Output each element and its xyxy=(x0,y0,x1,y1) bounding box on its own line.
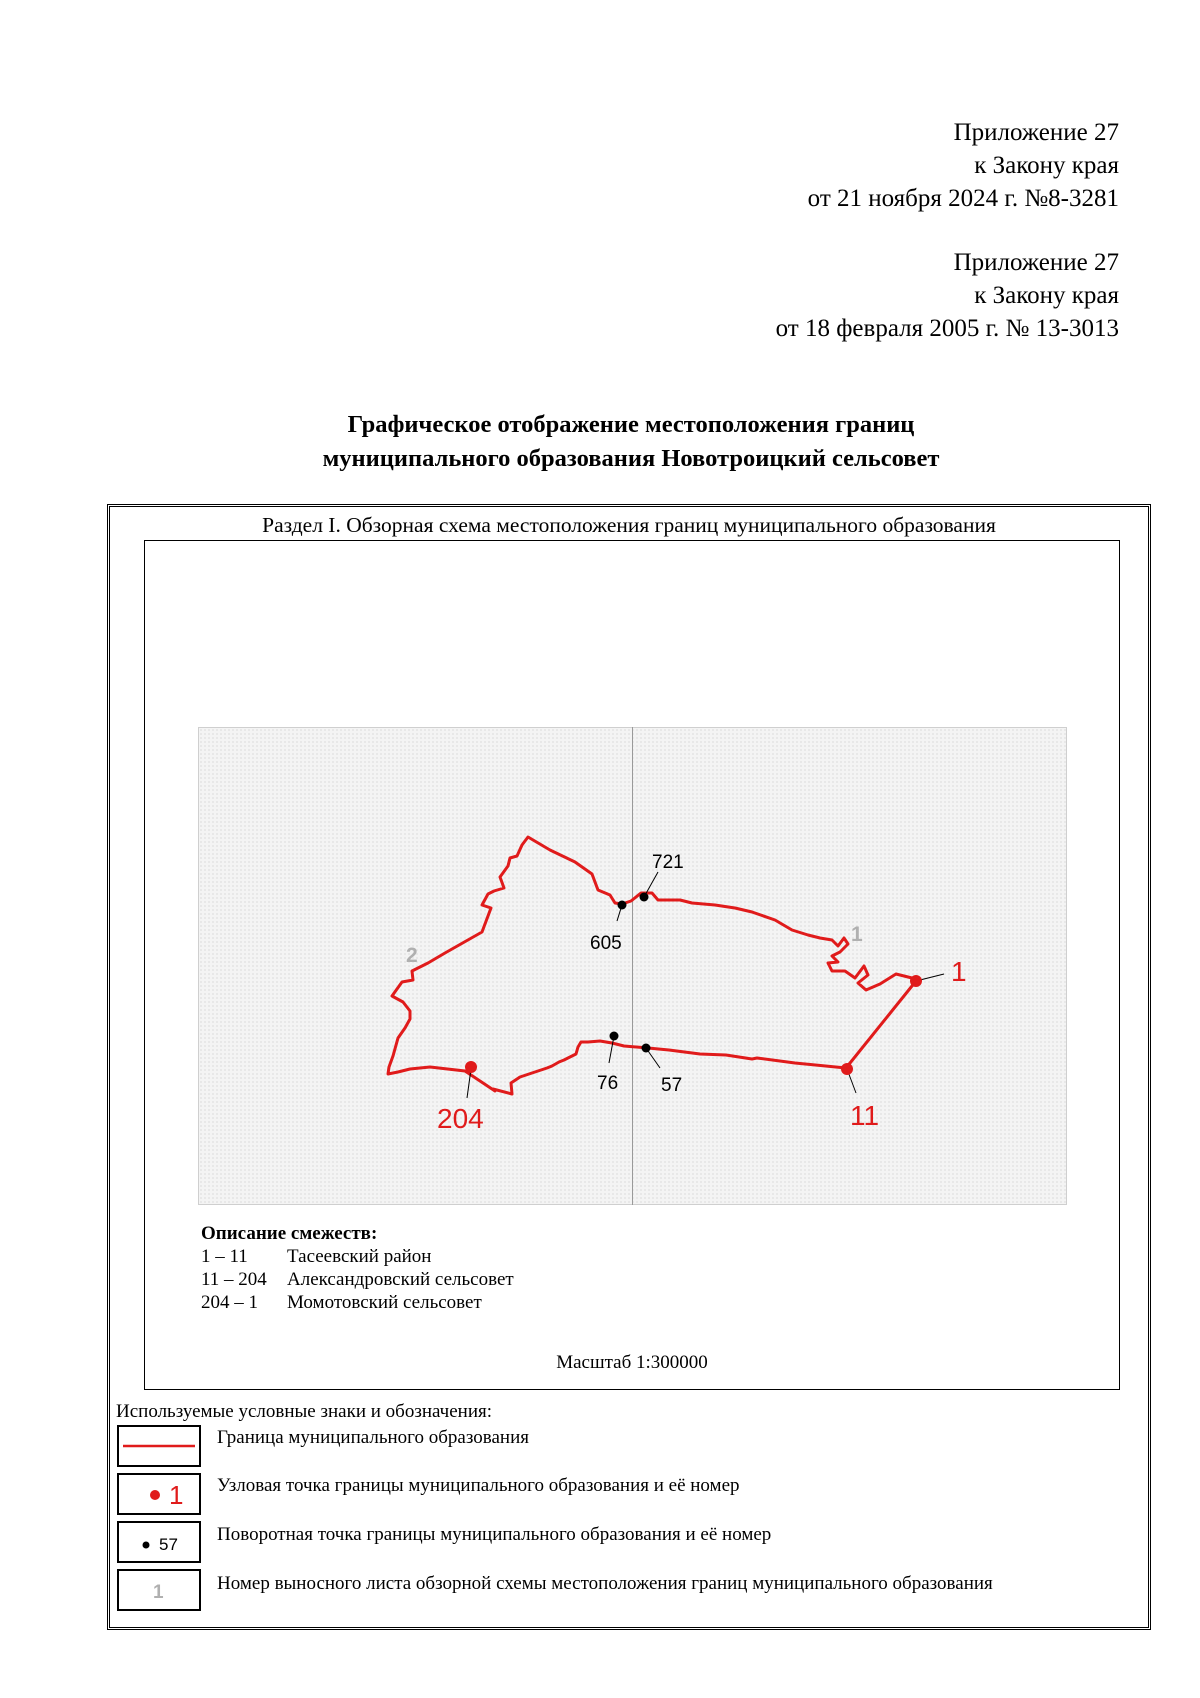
map-scale: Масштаб 1:300000 xyxy=(556,1352,708,1373)
black-point-icon xyxy=(119,1523,199,1561)
node-point-11 xyxy=(841,1063,853,1075)
adjacency-range: 1 – 11 xyxy=(201,1246,248,1267)
node-point-label: 11 xyxy=(850,1100,880,1131)
legend-symbol-node-point xyxy=(117,1473,201,1515)
annex-number: Приложение 27 xyxy=(953,249,1119,276)
red-node-icon xyxy=(119,1475,199,1513)
node-point-label: 1 xyxy=(951,956,967,987)
title-line-2: муниципального образования Новотроицкий сельсовет xyxy=(322,445,940,472)
annex-number: Приложение 27 xyxy=(953,119,1119,146)
legend-text-turn-point: Поворотная точка границы муниципального образования и её номер xyxy=(217,1524,772,1545)
annex-law-date: от 18 февраля 2005 г. № 13-3013 xyxy=(775,315,1119,342)
adjacency-range: 204 – 1 xyxy=(201,1292,258,1313)
legend-symbol-turn-point xyxy=(117,1521,201,1563)
node-point-204 xyxy=(465,1061,477,1073)
sheet-number-label: 2 xyxy=(406,944,418,967)
turn-point-label: 76 xyxy=(597,1073,619,1094)
node-point-1 xyxy=(910,975,922,987)
adjacency-description xyxy=(201,1222,514,1314)
legend-sheet-sample: 1 xyxy=(153,1582,164,1603)
adjacency-neighbor: Момотовский сельсовет xyxy=(287,1292,482,1313)
adjacency-title: Описание смежеств: xyxy=(201,1223,378,1244)
adjacency-neighbor: Александровский сельсовет xyxy=(287,1269,514,1290)
turn-point-76 xyxy=(610,1032,619,1041)
adjacency-row xyxy=(201,1268,514,1291)
turn-point-721 xyxy=(640,893,649,902)
annex-law-ref: к Закону края xyxy=(974,152,1119,179)
adjacency-row xyxy=(201,1291,514,1314)
legend-text-boundary: Граница муниципального образования xyxy=(217,1427,529,1448)
legend-symbol-boundary xyxy=(117,1425,201,1467)
adjacency-neighbor: Тасеевский район xyxy=(287,1246,432,1267)
annex-law-date: от 21 ноября 2024 г. №8-3281 xyxy=(807,185,1119,212)
turn-point-label: 721 xyxy=(652,852,684,873)
legend-node-sample: 1 xyxy=(169,1480,184,1510)
adjacency-range: 11 – 204 xyxy=(201,1269,267,1290)
red-line-icon xyxy=(119,1427,199,1465)
node-point-label: 204 xyxy=(437,1103,484,1134)
legend-title: Используемые условные знаки и обозначения: xyxy=(116,1401,493,1422)
municipal-boundary xyxy=(388,837,916,1094)
leader-lines xyxy=(467,872,944,1098)
annex-law-ref: к Закону края xyxy=(974,282,1119,309)
legend-symbol-sheet-number xyxy=(117,1569,201,1611)
sheet-number-label: 1 xyxy=(851,923,863,946)
legend-text-sheet-number: Номер выносного листа обзорной схемы местоположения границ муниципального образования xyxy=(217,1573,993,1594)
turn-point-label: 57 xyxy=(661,1075,683,1096)
title-line-1: Графическое отображение местоположения границ xyxy=(347,411,915,438)
turn-point-605 xyxy=(618,901,627,910)
sheet-number-icon xyxy=(119,1571,199,1609)
legend-turn-sample: 57 xyxy=(159,1535,178,1554)
section-title: Раздел I. Обзорная схема местоположения границ муниципального образования xyxy=(262,513,996,537)
legend-text-node-point: Узловая точка границы муниципального образования и её номер xyxy=(217,1475,740,1496)
adjacency-row xyxy=(201,1245,514,1268)
turn-point-57 xyxy=(642,1044,651,1053)
turn-point-label: 605 xyxy=(590,933,622,954)
